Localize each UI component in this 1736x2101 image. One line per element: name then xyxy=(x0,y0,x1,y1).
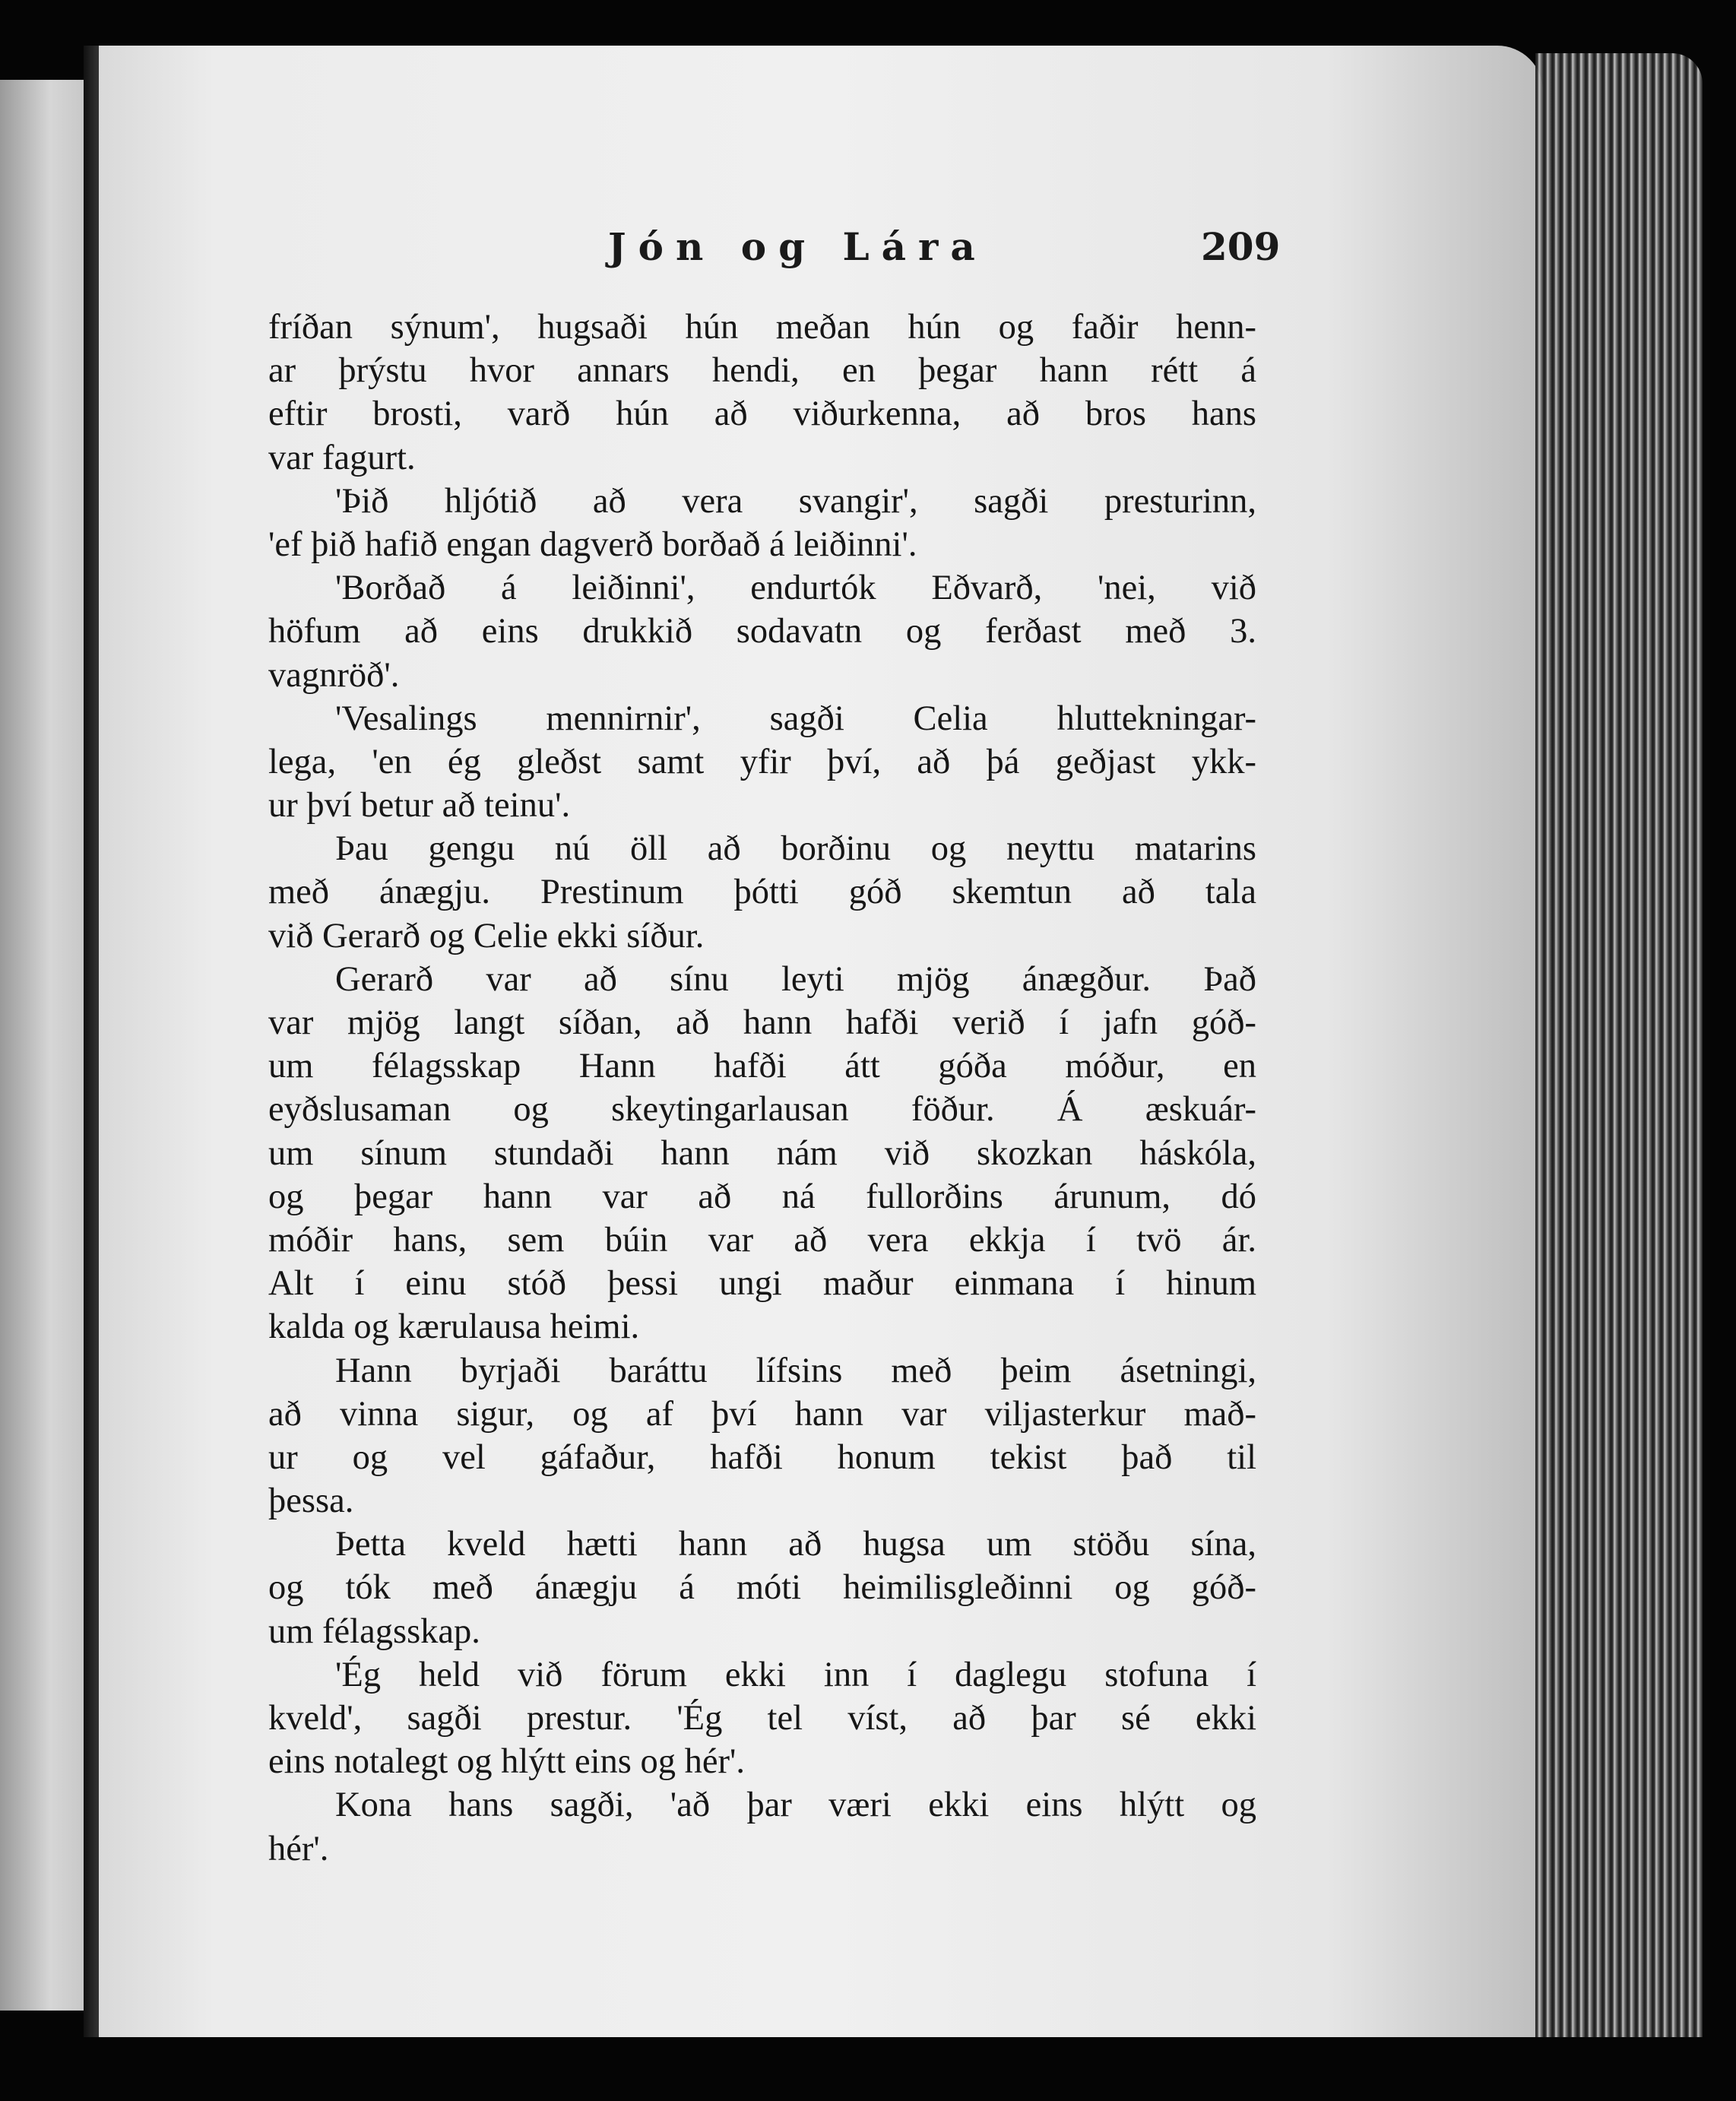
text-line: lega, 'en ég gleðst samt yfir því, að þá geðjast ykk- xyxy=(268,742,1256,781)
text-line: 'Ég held við förum ekki inn í daglegu stofuna í xyxy=(335,1655,1256,1694)
text-line: móðir hans, sem búin var að vera ekkja í tvö ár. xyxy=(268,1220,1256,1260)
text-line: var fagurt. xyxy=(268,438,416,477)
text-line: með ánægju. Prestinum þótti góð skemtun að tala xyxy=(268,873,1256,912)
text-line: kalda og kærulausa heimi. xyxy=(268,1307,640,1347)
text-line: vagnröð'. xyxy=(268,655,400,695)
running-head xyxy=(0,224,1736,277)
text-line: eftir brosti, varð hún að viðurkenna, að bros hans xyxy=(268,395,1256,434)
text-line: og þegar hann var að ná fullorðins árunum, dó xyxy=(268,1177,1256,1216)
text-line: við Gerarð og Celie ekki síður. xyxy=(268,916,705,955)
text-line: 'Borðað á leiðinni', endurtók Eðvarð, 'nei, við xyxy=(335,569,1256,608)
text-line: eyðslusaman og skeytingarlausan föður. Á æskuár- xyxy=(268,1090,1256,1130)
text-line: Þau gengu nú öll að borðinu og neyttu matarins xyxy=(335,829,1256,869)
text-line: og tók með ánægju á móti heimilisgleðinni og góð- xyxy=(268,1568,1256,1608)
text-line: höfum að eins drukkið sodavatn og ferðast með 3. xyxy=(268,612,1256,651)
text-line: 'Vesalings mennirnir', sagði Celia hluttekningar- xyxy=(335,699,1256,738)
text-line: að vinna sigur, og af því hann var viljasterkur mað- xyxy=(268,1394,1256,1434)
text-line: hér'. xyxy=(268,1829,329,1868)
text-line: ar þrýstu hvor annars hendi, en þegar hann rétt á xyxy=(268,351,1256,391)
text-line: fríðan sýnum', hugsaði hún meðan hún og faðir henn- xyxy=(268,308,1256,347)
text-line: ur og vel gáfaður, hafði honum tekist það til xyxy=(268,1437,1256,1477)
page-edges-fore-edge xyxy=(1535,53,1703,2037)
text-line: um félagsskap Hann hafði átt góða móður, en xyxy=(268,1047,1256,1086)
text-line: ur því betur að teinu'. xyxy=(268,786,571,826)
text-line: Gerarð var að sínu leyti mjög ánægður. Það xyxy=(335,959,1256,999)
body-text xyxy=(268,306,1256,1871)
text-line: Þetta kveld hætti hann að hugsa um stöðu sína, xyxy=(335,1525,1256,1564)
text-line: um sínum stundaði hann nám við skozkan háskóla, xyxy=(268,1133,1256,1173)
text-line: var mjög langt síðan, að hann hafði verið í jafn góð- xyxy=(268,1003,1256,1042)
text-line: Alt í einu stóð þessi ungi maður einmana í hinum xyxy=(268,1264,1256,1304)
text-line: eins notalegt og hlýtt eins og hér'. xyxy=(268,1742,745,1782)
running-head-title: Jón og Lára xyxy=(608,224,987,269)
page-number: 209 xyxy=(1201,224,1281,269)
text-line: Hann byrjaði baráttu lífsins með þeim ásetningi, xyxy=(335,1351,1256,1390)
text-line: 'Þið hljótið að vera svangir', sagði presturinn, xyxy=(335,481,1256,521)
text-line: um félagsskap. xyxy=(268,1611,480,1651)
text-line: kveld', sagði prestur. 'Ég tel víst, að þar sé ekki xyxy=(268,1699,1256,1738)
text-line: þessa. xyxy=(268,1481,354,1521)
left-page-edge xyxy=(0,80,84,2011)
text-line: 'ef þið hafið engan dagverð borðað á leiðinni'. xyxy=(268,524,917,564)
text-line: Kona hans sagði, 'að þar væri ekki eins hlýtt og xyxy=(335,1786,1256,1825)
